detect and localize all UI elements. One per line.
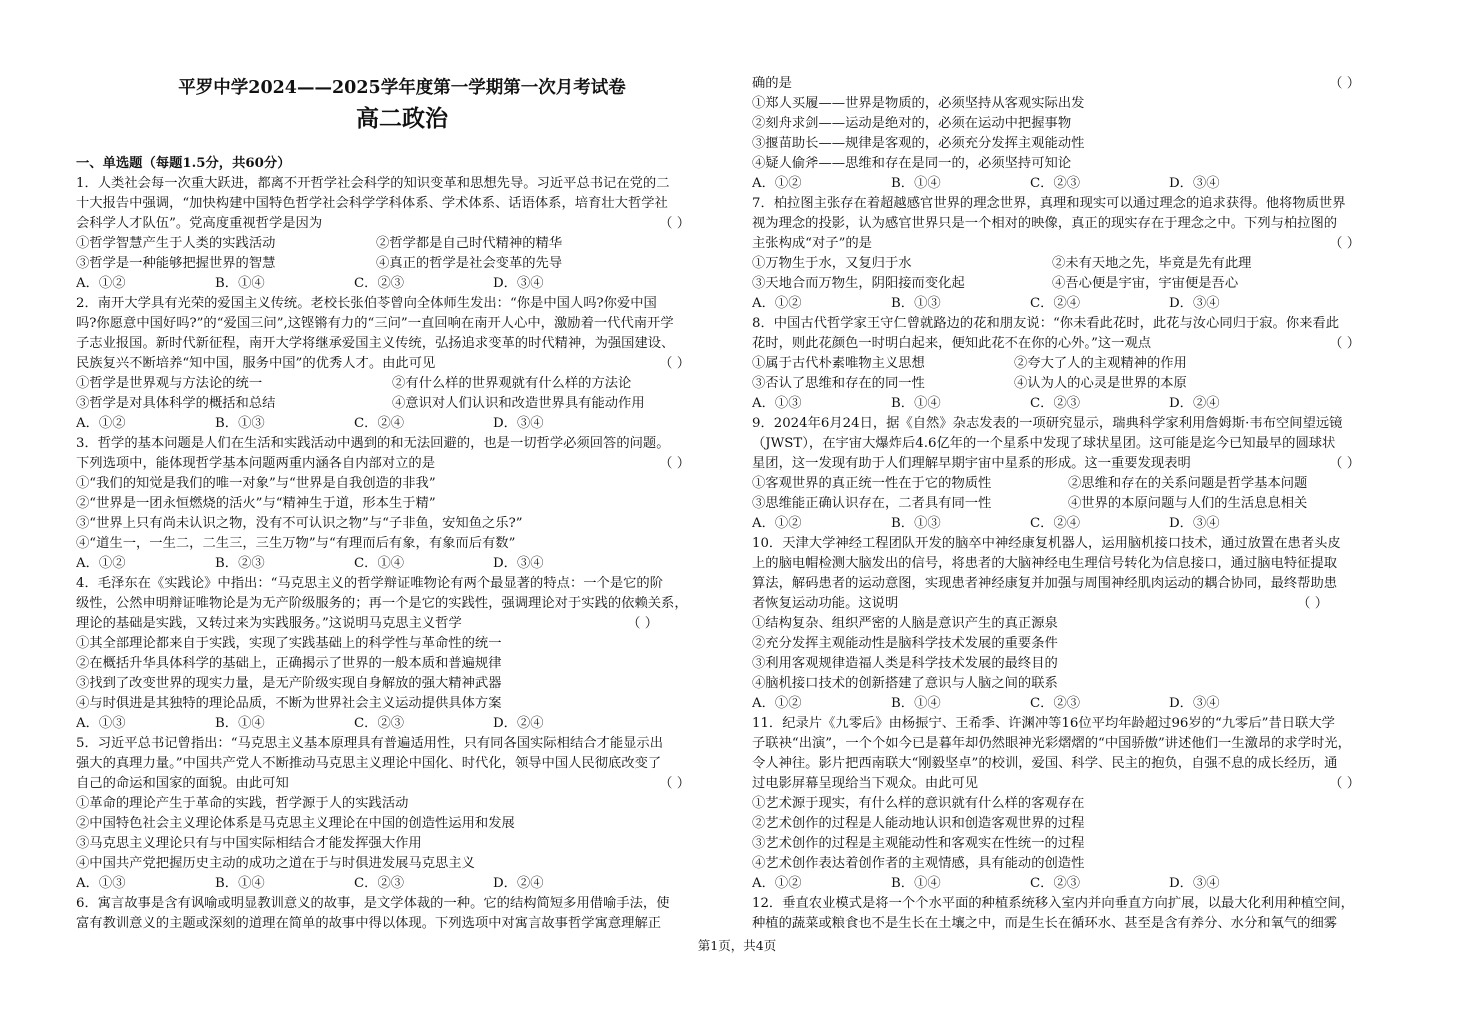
statement: ①万物生于水，又复归于水	[752, 256, 912, 271]
right-text-line: （JWST），在宇宙大爆炸后4.6亿年的一个星系中发现了球状星团。这可能是迄今已知最早的圆球状	[752, 436, 1336, 451]
option-c: C．②③	[354, 876, 405, 891]
right-question-stem-line	[752, 774, 1398, 794]
left-text-line: 十大报告中强调，“加快构建中国特色哲学社会科学学科体系、学术体系、话语体系，培育壮大哲学社	[76, 196, 668, 211]
answer-paren: （ ）	[659, 216, 690, 231]
right-text-line: 9．2024年6月24日，据《自然》杂志发表的一项研究显示，瑞典科学家利用詹姆斯·韦布空间望远镜	[752, 416, 1343, 431]
exam-title: 平罗中学2024——2025学年度第一学期第一次月考试卷	[178, 78, 626, 98]
stem-text: 会科学人才队伍”。党高度重视哲学是因为	[76, 216, 323, 231]
right-statement-pair	[752, 354, 1398, 374]
option-c: C．②③	[354, 276, 405, 291]
option-a: A．①③	[752, 396, 802, 411]
left-answer-options	[76, 414, 728, 434]
left-answer-options	[76, 274, 728, 294]
option-b: B．①④	[215, 716, 265, 731]
left-text-line: 4．毛泽东在《实践论》中指出：“马克思主义的哲学辩证唯物论有两个最显著的特点：一个是它的阶	[76, 576, 664, 591]
right-text-line: 11．纪录片《九零后》由杨振宁、王希季、许渊冲等16位平均年龄超过96岁的“九零后”昔日联大学	[752, 716, 1335, 731]
option-d: D．③④	[1169, 876, 1220, 891]
left-statement-pair	[76, 234, 728, 254]
statement: ④吾心便是宇宙，宇宙便是吾心	[1052, 276, 1239, 291]
statement: ③否认了思维和存在的同一性	[752, 376, 925, 391]
option-c: C．②③	[1030, 396, 1081, 411]
section-header: 一、单选题（每题1.5分，共60分）	[76, 156, 291, 171]
left-text-line: ①其全部理论都来自于实践，实现了实践基础上的科学性与革命性的统一	[76, 636, 502, 651]
statement: ②未有天地之先，毕竟是先有此理	[1052, 256, 1252, 271]
statement: ③哲学是对具体科学的概括和总结	[76, 396, 276, 411]
left-text-line: ①革命的理论产生于革命的实践，哲学源于人的实践活动	[76, 796, 409, 811]
left-text-line: 级性，公然申明辩证唯物论是为无产阶级服务的；再一个是它的实践性，强调理论对于实践的依赖关系，	[76, 596, 688, 611]
option-c: C．②③	[1030, 696, 1081, 711]
right-question-stem-line	[752, 334, 1398, 354]
answer-paren: （ ）	[659, 456, 690, 471]
statement: ②夸大了人的主观精神的作用	[1014, 356, 1187, 371]
right-answer-options	[752, 694, 1398, 714]
option-a: A．①②	[752, 696, 802, 711]
option-b: B．①④	[215, 276, 265, 291]
option-b: B．①③	[215, 416, 265, 431]
left-text-line: 5．习近平总书记曾指出：“马克思主义基本原理具有普遍适用性，只有同各国实际相结合才能显示出	[76, 736, 664, 751]
option-a: A．①②	[76, 276, 126, 291]
left-text-line: ②在概括升华具体科学的基础上，正确揭示了世界的一般本质和普遍规律	[76, 656, 502, 671]
option-b: B．①④	[891, 396, 941, 411]
right-answer-options	[752, 174, 1398, 194]
statement: ①客观世界的真正统一性在于它的物质性	[752, 476, 992, 491]
right-text-line: 种植的蔬菜或粮食也不是生长在土壤之中，而是生长在循环水、甚至是含有养分、水分和氧气的细雾	[752, 916, 1338, 931]
option-d: D．③④	[1169, 516, 1220, 531]
right-text-line: 8．中国古代哲学家王守仁曾就路边的花和朋友说：“你未看此花时，此花与汝心同归于寂。你来看此	[752, 316, 1340, 331]
statement: ④认为人的心灵是世界的本原	[1014, 376, 1187, 391]
option-d: D．②④	[493, 716, 544, 731]
option-c: C．②④	[354, 416, 405, 431]
left-text-line: 2．南开大学具有光荣的爱国主义传统。老校长张伯苓曾向全体师生发出：“你是中国人吗?你爱中国	[76, 296, 657, 311]
left-column	[76, 154, 728, 934]
stem-text: 星团，这一发现有助于人们理解早期宇宙中星系的形成。这一重要发现表明	[752, 456, 1191, 471]
option-d: D．③④	[1169, 696, 1220, 711]
right-text-line: ①郑人买履——世界是物质的，必须坚持从客观实际出发	[752, 96, 1085, 111]
option-c: C．①④	[354, 556, 405, 571]
left-text-line: 1．人类社会每一次重大跃进，都离不开哲学社会科学的知识变革和思想先导。习近平总书记在党的二	[76, 176, 670, 191]
right-question-stem-line	[752, 594, 1398, 614]
left-text-line: 吗?你愿意中国好吗?”的“爱国三问”,这铿锵有力的“三问”一直回响在南开人心中，激励着一代代南开学	[76, 316, 674, 331]
right-text-line: 算法，解码患者的运动意图，实现患者神经康复并加强与周围神经肌肉运动的耦合协同，最终帮助患	[752, 576, 1338, 591]
right-question-stem-line	[752, 234, 1398, 254]
left-text-line: ④与时俱进是其独特的理论品质，不断为世界社会主义运动提供具体方案	[76, 696, 502, 711]
right-answer-options	[752, 514, 1398, 534]
left-text-line: 6．寓言故事是含有讽喻或明显教训意义的故事，是文学体裁的一种。它的结构简短多用借喻手法，使	[76, 896, 670, 911]
option-b: B．①③	[891, 296, 941, 311]
answer-paren: （ ）	[627, 616, 658, 631]
right-text-line: ②充分发挥主观能动性是脑科学技术发展的重要条件	[752, 636, 1058, 651]
option-d: D．③④	[1169, 176, 1220, 191]
left-answer-options	[76, 554, 728, 574]
left-text-line: 富有教训意义的主题或深刻的道理在简单的故事中得以体现。下列选项中对寓言故事哲学寓意理解正	[76, 916, 662, 931]
left-text-line: ①“我们的知觉是我们的唯一对象”与“世界是自我创造的非我”	[76, 476, 436, 491]
answer-paren: （ ）	[1329, 236, 1360, 251]
right-statement-pair	[752, 254, 1398, 274]
statement: ④真正的哲学是社会变革的先导	[376, 256, 563, 271]
answer-paren: （ ）	[659, 776, 690, 791]
right-text-line: ④疑人偷斧——思维和存在是同一的，必须坚持可知论	[752, 156, 1072, 171]
right-text-line: ④艺术创作表达着创作者的主观情感，具有能动的创造性	[752, 856, 1085, 871]
left-question-stem-line	[76, 214, 728, 234]
right-text-line: 10．天津大学神经工程团队开发的脑卒中神经康复机器人，运用脑机接口技术，通过放置在患者头皮	[752, 536, 1341, 551]
statement: ②哲学都是自己时代精神的精华	[376, 236, 563, 251]
left-text-line: 3．哲学的基本问题是人们在生活和实践活动中遇到的和无法回避的，也是一切哲学必须回答的问题。	[76, 436, 670, 451]
right-text-line: 7．柏拉图主张存在着超越感官世界的理念世界，真理和现实可以通过理念的追求获得。他将物质世界	[752, 196, 1346, 211]
option-d: D．③④	[493, 556, 544, 571]
right-text-line: 令人神往。影片把西南联大“刚毅坚卓”的校训，爱国、科学、民主的抱负，自强不息的成长经历，通	[752, 756, 1338, 771]
right-text-line: 子联袂“出演”，一个个如今已是暮年却仍然眼神光彩熠熠的“中国骄傲”讲述他们一生激昂的求学时光，	[752, 736, 1351, 751]
left-statement-pair	[76, 254, 728, 274]
answer-paren: （ ）	[1329, 76, 1360, 91]
option-b: B．①④	[891, 876, 941, 891]
left-text-line: ②中国特色社会主义理论体系是马克思主义理论在中国的创造性运用和发展	[76, 816, 515, 831]
answer-paren: （ ）	[1329, 336, 1360, 351]
left-question-stem-line	[76, 774, 728, 794]
option-b: B．①④	[891, 696, 941, 711]
right-statement-pair	[752, 474, 1398, 494]
right-question-stem-line	[752, 454, 1398, 474]
option-b: B．①④	[215, 876, 265, 891]
left-question-stem-line	[76, 354, 728, 374]
statement: ④世界的本原问题与人们的生活息息相关	[1068, 496, 1308, 511]
right-text-line: ③揠苗助长——规律是客观的，必须充分发挥主观能动性	[752, 136, 1085, 151]
option-d: D．③④	[493, 416, 544, 431]
right-text-line: ④脑机接口技术的创新搭建了意识与人脑之间的联系	[752, 676, 1058, 691]
right-text-line: 视为理念的投影，认为感官世界只是一个相对的映像，真正的现实存在于理念之中。下列与柏拉图的	[752, 216, 1338, 231]
right-text-line: 上的脑电帽检测大脑发出的信号，将患者的大脑神经电生理信号转化为信息接口，通过脑电特征提取	[752, 556, 1338, 571]
left-question-stem-line	[76, 614, 728, 634]
right-question-stem-line	[752, 74, 1398, 94]
option-d: D．③④	[493, 276, 544, 291]
right-answer-options	[752, 874, 1398, 894]
option-b: B．①④	[891, 176, 941, 191]
answer-paren: （ ）	[659, 356, 690, 371]
stem-text: 确的是	[752, 76, 792, 91]
left-text-line: ④中国共产党把握历史主动的成功之道在于与时俱进发展马克思主义	[76, 856, 475, 871]
option-b: B．②③	[215, 556, 265, 571]
right-text-line: ②刻舟求剑——运动是绝对的，必须在运动中把握事物	[752, 116, 1072, 131]
stem-text: 民族复兴不断培养“知中国，服务中国”的优秀人才。由此可见	[76, 356, 436, 371]
left-text-line: ③马克思主义理论只有与中国实际相结合才能发挥强大作用	[76, 836, 422, 851]
right-text-line: 12．垂直农业模式是将一个个水平面的种植系统移入室内并向垂直方向扩展，以最大化利用种植空间，	[752, 896, 1354, 911]
option-d: D．②④	[493, 876, 544, 891]
stem-text: 过电影屏幕呈现给当下观众。由此可见	[752, 776, 979, 791]
option-a: A．①②	[76, 556, 126, 571]
statement: ②思维和存在的关系问题是哲学基本问题	[1068, 476, 1308, 491]
right-answer-options	[752, 394, 1398, 414]
right-text-line: ③利用客观规律造福人类是科学技术发展的最终目的	[752, 656, 1058, 671]
left-text-line: ④“道生一，一生二，二生三，三生万物”与“有理而后有象，有象而后有数”	[76, 536, 516, 551]
stem-text: 自己的命运和国家的面貌。由此可知	[76, 776, 289, 791]
page-footer: 第1页，共4页	[697, 938, 777, 953]
option-a: A．①③	[76, 716, 126, 731]
left-text-line: ②“世界是一团永恒燃烧的活火”与“精神生于道，形本生于精”	[76, 496, 436, 511]
right-text-line: ②艺术创作的过程是人能动地认识和创造客观世界的过程	[752, 816, 1085, 831]
answer-paren: （ ）	[1297, 596, 1328, 611]
option-a: A．①②	[752, 876, 802, 891]
option-c: C．②③	[1030, 876, 1081, 891]
option-a: A．①③	[76, 876, 126, 891]
right-text-line: ①结构复杂、组织严密的人脑是意识产生的真正源泉	[752, 616, 1058, 631]
statement: ③天地合而万物生，阴阳接而变化起	[752, 276, 965, 291]
left-statement-pair	[76, 394, 728, 414]
option-a: A．①②	[752, 176, 802, 191]
statement: ④意识对人们认识和改造世界具有能动作用	[392, 396, 645, 411]
option-d: D．②④	[1169, 396, 1220, 411]
option-a: A．①②	[752, 516, 802, 531]
right-text-line: ③艺术创作的过程是主观能动性和客观实在性统一的过程	[752, 836, 1085, 851]
answer-paren: （ ）	[1329, 456, 1360, 471]
option-d: D．③④	[1169, 296, 1220, 311]
right-statement-pair	[752, 374, 1398, 394]
stem-text: 理论的基础是实践，又转过来为实践服务。”这说明马克思主义哲学	[76, 616, 462, 631]
statement: ①哲学智慧产生于人类的实践活动	[76, 236, 276, 251]
exam-subject: 高二政治	[356, 105, 448, 132]
stem-text: 主张构成“对子”的是	[752, 236, 872, 251]
left-answer-options	[76, 874, 728, 894]
option-a: A．①②	[76, 416, 126, 431]
statement: ①哲学是世界观与方法论的统一	[76, 376, 263, 391]
stem-text: 者恢复运动功能。这说明	[752, 596, 899, 611]
left-answer-options	[76, 714, 728, 734]
left-statement-pair	[76, 374, 728, 394]
statement: ②有什么样的世界观就有什么样的方法论	[392, 376, 632, 391]
left-text-line: ③找到了改变世界的现实力量，是无产阶级实现自身解放的强大精神武器	[76, 676, 502, 691]
right-text-line: ①艺术源于现实，有什么样的意识就有什么样的客观存在	[752, 796, 1085, 811]
option-a: A．①②	[752, 296, 802, 311]
right-answer-options	[752, 294, 1398, 314]
answer-paren: （ ）	[1329, 776, 1360, 791]
option-c: C．②④	[1030, 516, 1081, 531]
statement: ③思维能正确认识存在，二者具有同一性	[752, 496, 992, 511]
left-text-line: 子志业报国。新时代新征程，南开大学将继承爱国主义传统，弘扬追求变革的时代精神，为强国建设、	[76, 336, 675, 351]
option-c: C．②④	[1030, 296, 1081, 311]
stem-text: 花时，则此花颜色一时明白起来，便知此花不在你的心外。”这一观点	[752, 336, 1152, 351]
stem-text: 下列选项中，能体现哲学基本问题两重内涵各自内部对立的是	[76, 456, 436, 471]
right-statement-pair	[752, 274, 1398, 294]
option-c: C．②③	[1030, 176, 1081, 191]
right-column	[752, 74, 1398, 934]
statement: ①属于古代朴素唯物主义思想	[752, 356, 925, 371]
left-question-stem-line	[76, 454, 728, 474]
left-text-line: 强大的真理力量。”中国共产党人不断推动马克思主义理论中国化、时代化，领导中国人民彻底改变了	[76, 756, 662, 771]
option-b: B．①③	[891, 516, 941, 531]
right-statement-pair	[752, 494, 1398, 514]
statement: ③哲学是一种能够把握世界的智慧	[76, 256, 276, 271]
left-text-line: ③“世界上只有尚未认识之物，没有不可认识之物”与“子非鱼，安知鱼之乐?”	[76, 516, 523, 531]
option-c: C．②③	[354, 716, 405, 731]
